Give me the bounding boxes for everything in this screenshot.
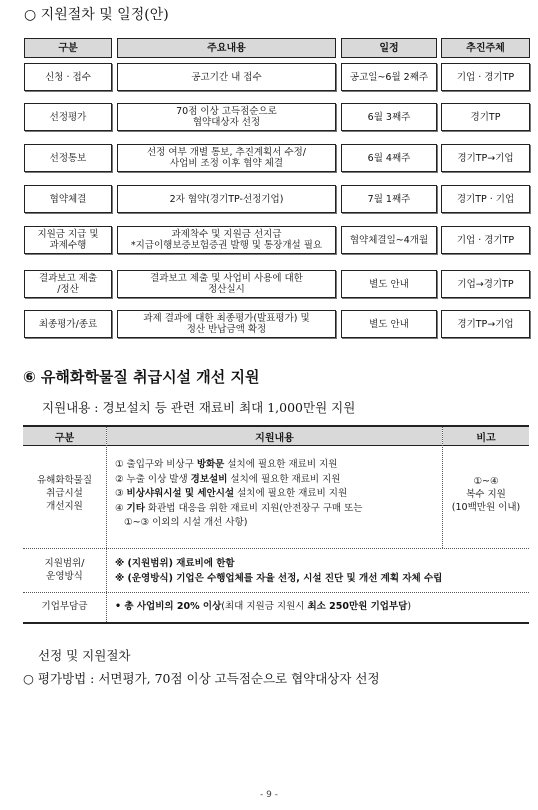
support-item-part: 설치에 필요한 재료비 지원 <box>234 488 348 500</box>
selection-procedure-heading: 선정 및 지원절차 <box>38 648 131 663</box>
procedure-cell-line: 기업→경기TP <box>457 278 514 290</box>
procedure-cell-line: 70점 이상 고득점순으로 <box>176 106 277 117</box>
header-stage: 구분 <box>24 38 112 58</box>
row3-line-part: (최대 지원금 지원시 <box>221 601 308 612</box>
procedure-cell-content <box>117 226 336 254</box>
procedure-cell-text <box>368 194 411 205</box>
procedure-cell-text <box>368 153 411 164</box>
procedure-cell-line: 과제수행 <box>49 240 87 251</box>
row1-note-line: ①~④ <box>473 476 499 487</box>
row2-category <box>23 557 106 583</box>
procedure-cell-schedule <box>341 310 437 338</box>
support-content-subtitle: 지원내용 : 경보설치 등 관련 재료비 최대 1,000만원 지원 <box>42 400 356 415</box>
procedure-cell-text <box>150 273 303 295</box>
procedure-cell-text <box>50 112 87 123</box>
procedure-cell-stage <box>24 270 112 298</box>
page-number: - 9 - <box>260 790 278 800</box>
procedure-cell-owner <box>441 144 530 172</box>
procedure-cell-stage <box>24 310 112 338</box>
procedure-cell-line: 신청 · 접수 <box>45 71 91 83</box>
procedure-cell-content <box>117 185 336 213</box>
support-item-part: ② 누출 이상 발생 <box>115 473 191 485</box>
procedure-cell-text <box>457 279 513 290</box>
row1-category-line: 취급시설 <box>46 488 83 499</box>
procedure-cell-line: 결과보고 제출 <box>38 273 98 284</box>
support-item <box>115 458 445 473</box>
procedure-cell-line: 공고기간 내 접수 <box>191 71 262 83</box>
procedure-cell-schedule <box>341 185 437 213</box>
procedure-cell-text <box>143 313 309 335</box>
procedure-cell-stage <box>24 226 112 254</box>
procedure-cell-text <box>471 112 501 123</box>
support-item-part: ① 출입구와 비상구 <box>115 459 197 470</box>
procedure-cell-stage <box>24 63 112 91</box>
support-item-part: 기타 <box>126 502 145 514</box>
row3-line <box>115 600 530 614</box>
row2-line: ※ (운영방식) 기업은 수행업체를 자율 선정, 시설 진단 및 개선 계획 자체 수립 <box>115 573 443 584</box>
procedure-cell-text <box>50 194 87 205</box>
procedure-cell-text <box>147 147 306 169</box>
support-item-part: 방화문 <box>196 459 225 470</box>
section-title-chemical: ⑥ 유해화학물질 취급시설 개선 지원 <box>23 368 260 386</box>
procedure-cell-content <box>117 270 336 298</box>
header-note: 비고 <box>443 427 529 445</box>
header-category: 구분 <box>23 427 106 445</box>
procedure-cell-owner <box>441 103 530 131</box>
procedure-cell-content <box>117 144 336 172</box>
procedure-cell-owner <box>441 226 530 254</box>
procedure-cell-text <box>39 273 97 295</box>
procedure-cell-line: 2자 협약(경기TP-선정기업) <box>169 193 284 205</box>
procedure-cell-stage <box>24 185 112 213</box>
row-divider-2 <box>23 592 529 593</box>
procedure-cell-line: 선정통보 <box>49 152 87 164</box>
support-item-part: 화관법 대응을 위한 재료비 지원(안전장구 구매 또는 <box>144 502 363 514</box>
procedure-cell-content <box>117 103 336 131</box>
procedure-cell-schedule <box>341 226 437 254</box>
table-bottom-border <box>23 622 529 624</box>
procedure-cell-text <box>457 319 513 330</box>
procedure-cell-line: 경기TP <box>470 111 501 123</box>
procedure-cell-line: 정산 반납금액 확정 <box>186 324 267 335</box>
row1-note-line: 복수 지원 <box>466 489 506 500</box>
row2-line: ※ (지원범위) 재료비에 한함 <box>115 558 235 569</box>
procedure-cell-stage <box>24 144 112 172</box>
procedure-cell-schedule <box>341 270 437 298</box>
procedure-cell-text <box>50 153 87 164</box>
row-divider-1 <box>23 548 529 549</box>
procedure-cell-line: 별도 안내 <box>369 278 409 290</box>
row2-category-line: 지원범위/ <box>44 558 85 569</box>
procedure-cell-owner <box>441 270 530 298</box>
procedure-cell-line: 경기TP · 기업 <box>456 193 515 205</box>
procedure-cell-line: 정산실시 <box>208 284 245 295</box>
section-title-procedure: ○ 지원절차 및 일정(안) <box>24 7 169 23</box>
support-item-part: 비상샤워시설 및 세안시설 <box>126 488 235 500</box>
support-item-part: 경보설비 <box>190 473 228 485</box>
procedure-cell-line: /정산 <box>57 284 79 295</box>
support-item-part: 설치에 필요한 재료비 지원 <box>224 459 338 470</box>
procedure-cell-line: 6월 3째주 <box>367 111 411 123</box>
support-item <box>115 502 445 517</box>
procedure-cell-owner <box>441 185 530 213</box>
procedure-cell-line: 협약체결 <box>49 193 87 205</box>
procedure-cell-line: 과제 결과에 대한 최종평가(발표평가) 및 <box>143 313 310 324</box>
procedure-cell-line: 사업비 조정 이후 협약 체결 <box>169 158 283 169</box>
procedure-cell-text <box>131 229 322 251</box>
procedure-cell-line: 공고일~6월 2째주 <box>349 71 429 83</box>
header-content: 지원내용 <box>107 427 442 445</box>
procedure-cell-line: 선정 여부 개별 통보, 추진계획서 수정/ <box>147 147 306 158</box>
support-item-part: ③ <box>115 488 127 500</box>
procedure-cell-owner <box>441 63 530 91</box>
row1-items <box>115 458 445 531</box>
row1-note-line: (10백만원 이내) <box>451 502 521 513</box>
row3-line-part: • 총 사업비의 20% 이상 <box>115 601 222 612</box>
support-item-part: ④ <box>115 502 127 514</box>
procedure-cell-text <box>37 229 98 251</box>
support-item <box>115 473 445 488</box>
procedure-cell-schedule <box>341 144 437 172</box>
procedure-cell-schedule <box>341 103 437 131</box>
header-content: 주요내용 <box>117 38 336 58</box>
procedure-cell-content <box>117 310 336 338</box>
procedure-cell-line: 경기TP→기업 <box>457 318 514 330</box>
row3-line-part: ) <box>407 601 412 612</box>
procedure-cell-line: 협약체결일~4개월 <box>349 234 429 246</box>
procedure-cell-text <box>457 235 514 246</box>
procedure-cell-text <box>176 106 277 128</box>
procedure-cell-content <box>117 63 336 91</box>
procedure-cell-text <box>369 319 409 330</box>
procedure-cell-text <box>45 72 91 83</box>
procedure-cell-text <box>350 235 428 246</box>
procedure-cell-text <box>457 194 514 205</box>
procedure-cell-line: 기업 · 경기TP <box>456 234 515 246</box>
procedure-cell-line: 협약대상자 선정 <box>192 117 261 128</box>
procedure-cell-line: 경기TP→기업 <box>457 152 514 164</box>
procedure-cell-text <box>368 112 411 123</box>
header-schedule: 일정 <box>341 38 437 58</box>
procedure-cell-text <box>350 72 428 83</box>
support-item <box>115 487 445 502</box>
procedure-cell-stage <box>24 103 112 131</box>
row1-category <box>23 474 106 513</box>
procedure-cell-line: *지급이행보증보험증권 발행 및 통장개설 필요 <box>130 240 323 251</box>
procedure-cell-line: 최종평가/종료 <box>38 318 98 330</box>
row3-category: 기업부담금 <box>41 601 88 612</box>
support-item-part: ①~③ 이외의 시설 개선 사항) <box>115 517 248 529</box>
row1-note <box>443 475 529 514</box>
row2-lines <box>115 556 530 586</box>
procedure-cell-line: 지원금 지급 및 <box>37 229 99 240</box>
evaluation-method: ○ 평가방법 : 서면평가, 70점 이상 고득점순으로 협약대상자 선정 <box>23 671 380 686</box>
row3-line-part: 최소 250만원 기업부담 <box>307 601 408 612</box>
procedure-cell-line: 6월 4째주 <box>367 152 411 164</box>
procedure-cell-line: 7월 1째주 <box>367 193 411 205</box>
procedure-cell-line: 기업 · 경기TP <box>456 71 515 83</box>
support-item <box>115 516 445 531</box>
procedure-cell-line: 결과보고 제출 및 사업비 사용에 대한 <box>150 273 303 284</box>
row1-category-line: 개선지원 <box>46 501 83 512</box>
procedure-cell-text <box>39 319 97 330</box>
procedure-cell-line: 과제착수 및 지원금 선지급 <box>171 229 282 240</box>
procedure-cell-text <box>170 194 284 205</box>
procedure-cell-schedule <box>341 63 437 91</box>
row1-category-line: 유해화학물질 <box>36 475 93 486</box>
procedure-cell-text <box>457 72 514 83</box>
procedure-cell-text <box>457 153 513 164</box>
procedure-cell-line: 별도 안내 <box>369 318 409 330</box>
procedure-cell-owner <box>441 310 530 338</box>
procedure-cell-text <box>191 72 261 83</box>
row2-category-line: 운영방식 <box>46 571 83 582</box>
procedure-cell-line: 선정평가 <box>49 111 87 123</box>
header-bottom-border <box>23 445 529 446</box>
header-owner: 추진주체 <box>441 38 530 58</box>
support-item-part: 설치에 필요한 재료비 지원 <box>227 473 341 485</box>
procedure-cell-text <box>369 279 409 290</box>
